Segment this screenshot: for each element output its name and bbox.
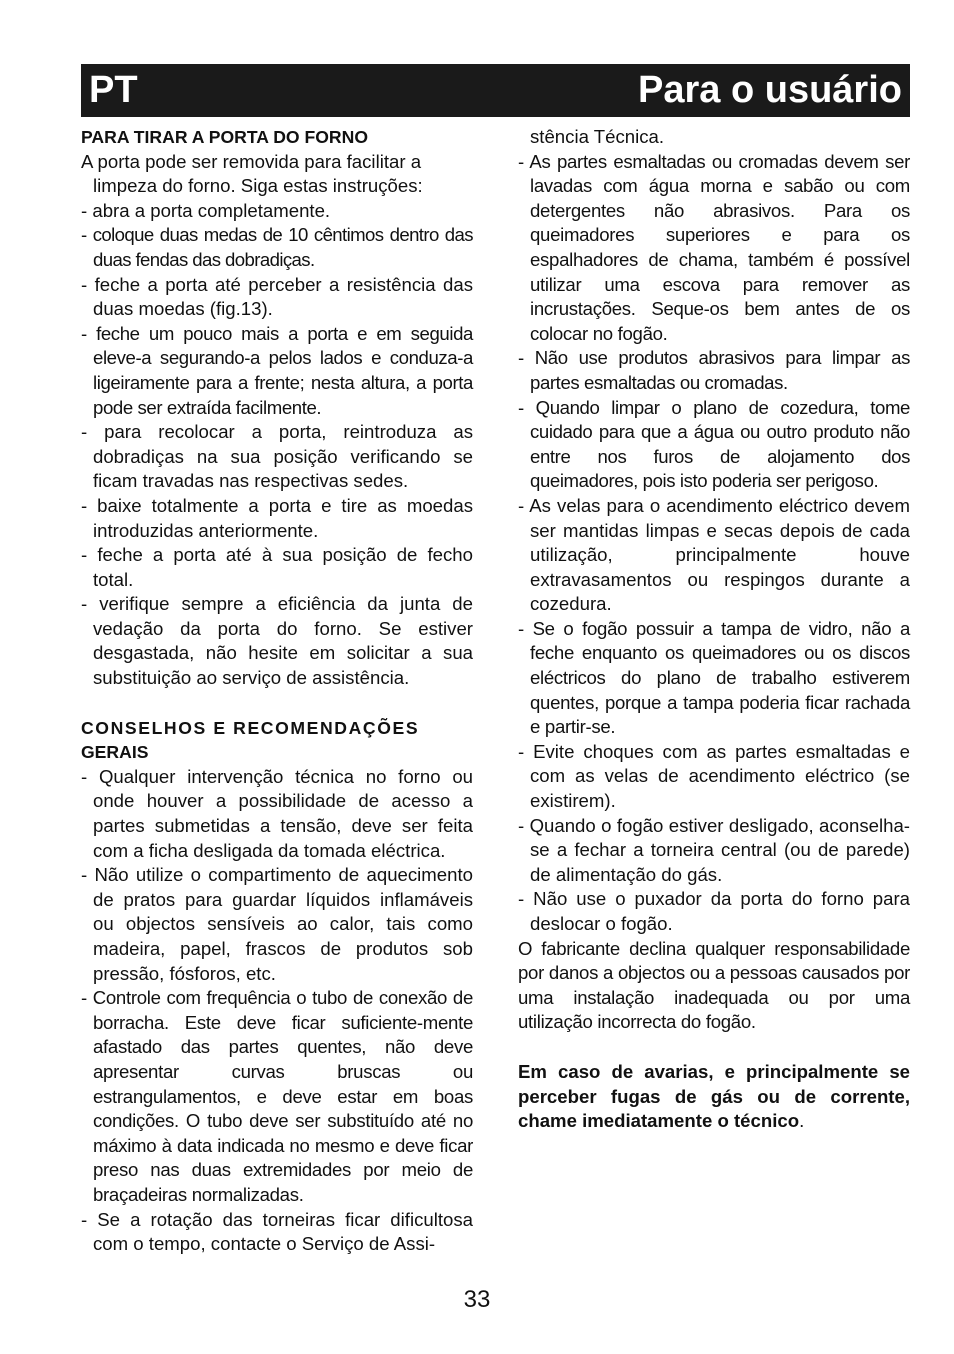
continued-text: stência Técnica. (530, 126, 665, 147)
list-item: - coloque duas medas de 10 cêntimos dentro das duas fendas das dobradiças. (81, 224, 473, 270)
intro-line-2: limpeza do forno. Siga estas instruções: (93, 175, 423, 197)
page-header (81, 64, 910, 117)
list-item: - abra a porta completamente. (81, 199, 331, 221)
list-item: - As partes esmaltadas ou cromadas devem ser lavadas com água morna e sabão ou com detergentes não abrasivos. Para os queimadores superiores e para os espalhadores de chama, também é possível utilizar uma escova para remover as incrustações. Seque-os bem antes de os colocar no fogão. (518, 150, 910, 344)
section-heading-door-removal: PARA TIRAR A PORTA DO FORNO (81, 127, 369, 147)
warning-paragraph (518, 1060, 910, 1134)
section-heading-advice-line-2: GERAIS (81, 742, 149, 763)
list-item: - Se o fogão possuir a tampa de vidro, não a feche enquanto os queimadores ou os discos eléctricos do plano de trabalho estiverem quentes, porque a tampa poderia ficar rachada e partir-se. (518, 617, 910, 738)
warning-text: Em caso de avarias, e principalmente se perceber fugas de gás ou de corrente, chame imediatamente o técnico (518, 1060, 910, 1132)
warning-period: . (799, 1110, 805, 1132)
list-item: - Não use o puxador da porta do forno para deslocar o fogão. (518, 888, 910, 934)
list-item: - baixe totalmente a porta e tire as moedas introduzidas anteriormente. (81, 494, 473, 541)
list-item: - Controle com frequência o tubo de conexão de borracha. Este deve ficar suficiente-mente afastado das partes quentes, não deve apresentar curvas bruscas ou estrangulamentos, e deve estar em boas condições. O tubo deve ser substituído até no máximo à data indicada no mesmo e deve ficar preso nas duas extremidades por meio de braçadeiras normalizadas. (81, 987, 473, 1205)
list-item: - feche a porta até à sua posição de fecho total. (81, 544, 473, 590)
disclaimer-text: O fabricante declina qualquer responsabilidade por danos a objectos ou a pessoas causados por uma instalação inadequada ou por uma utilização incorrecta do fogão. (518, 937, 910, 1033)
left-column (81, 125, 473, 1257)
list-item: - para recolocar a porta, reintroduza as dobradiças na sua posição verificando se ficam travadas nas respectivas sedes. (81, 421, 473, 492)
list-item: - Não use produtos abrasivos para limpar as partes esmaltadas ou cromadas. (518, 347, 910, 393)
list-item: - Não utilize o compartimento de aquecimento de pratos para guardar líquidos inflamáveis ou objectos sensíveis ao calor, tais como madeira, papel, frascos de produtos sob pressão, fósforos, etc. (81, 864, 473, 984)
list-item: - Evite choques com as partes esmaltadas e com as velas de acendimento eléctrico (se existirem). (518, 740, 910, 812)
list-item: - Se a rotação das torneiras ficar dificultosa com o tempo, contacte o Serviço de Assi- (81, 1208, 473, 1255)
right-column (518, 125, 910, 1134)
list-item: - As velas para o acendimento eléctrico devem ser mantidas limpas e secas depois de cada utilização, principalmente houve extravasamentos ou respingos durante a cozedura. (518, 494, 910, 615)
language-code: PT (89, 69, 138, 111)
section-heading-advice: CONSELHOS E RECOMENDAÇÕES (81, 717, 420, 738)
list-item: - Quando o fogão estiver desligado, aconselha-se a fechar a torneira central (ou de parede) de alimentação do gás. (518, 814, 910, 885)
intro-line-1: A porta pode ser removida para facilitar a (81, 150, 422, 172)
list-item: - feche a porta até perceber a resistência das duas moedas (fig.13). (81, 273, 473, 320)
list-item: - Qualquer intervenção técnica no forno ou onde houver a possibilidade de acesso a partes submetidas a tensão, deve ser feita com a ficha desligada da tomada eléctrica. (81, 765, 473, 861)
list-item: - feche um pouco mais a porta e em seguida eleve-a segurando-a pelos lados e conduza-a ligeiramente para a frente; nesta altura, a porta pode ser extraída facilmente. (81, 322, 473, 418)
list-item: - Quando limpar o plano de cozedura, tome cuidado para que a água ou outro produto não entre nos furos de alojamento dos queimadores, pois isto poderia ser perigoso. (518, 396, 910, 492)
page-title: Para o usuário (638, 69, 902, 111)
list-item: - verifique sempre a eficiência da junta de vedação da porta do forno. Se estiver desgastada, não hesite em solicitar a sua substituição ao serviço de assistência. (81, 593, 473, 689)
page-number: 33 (463, 1286, 491, 1313)
